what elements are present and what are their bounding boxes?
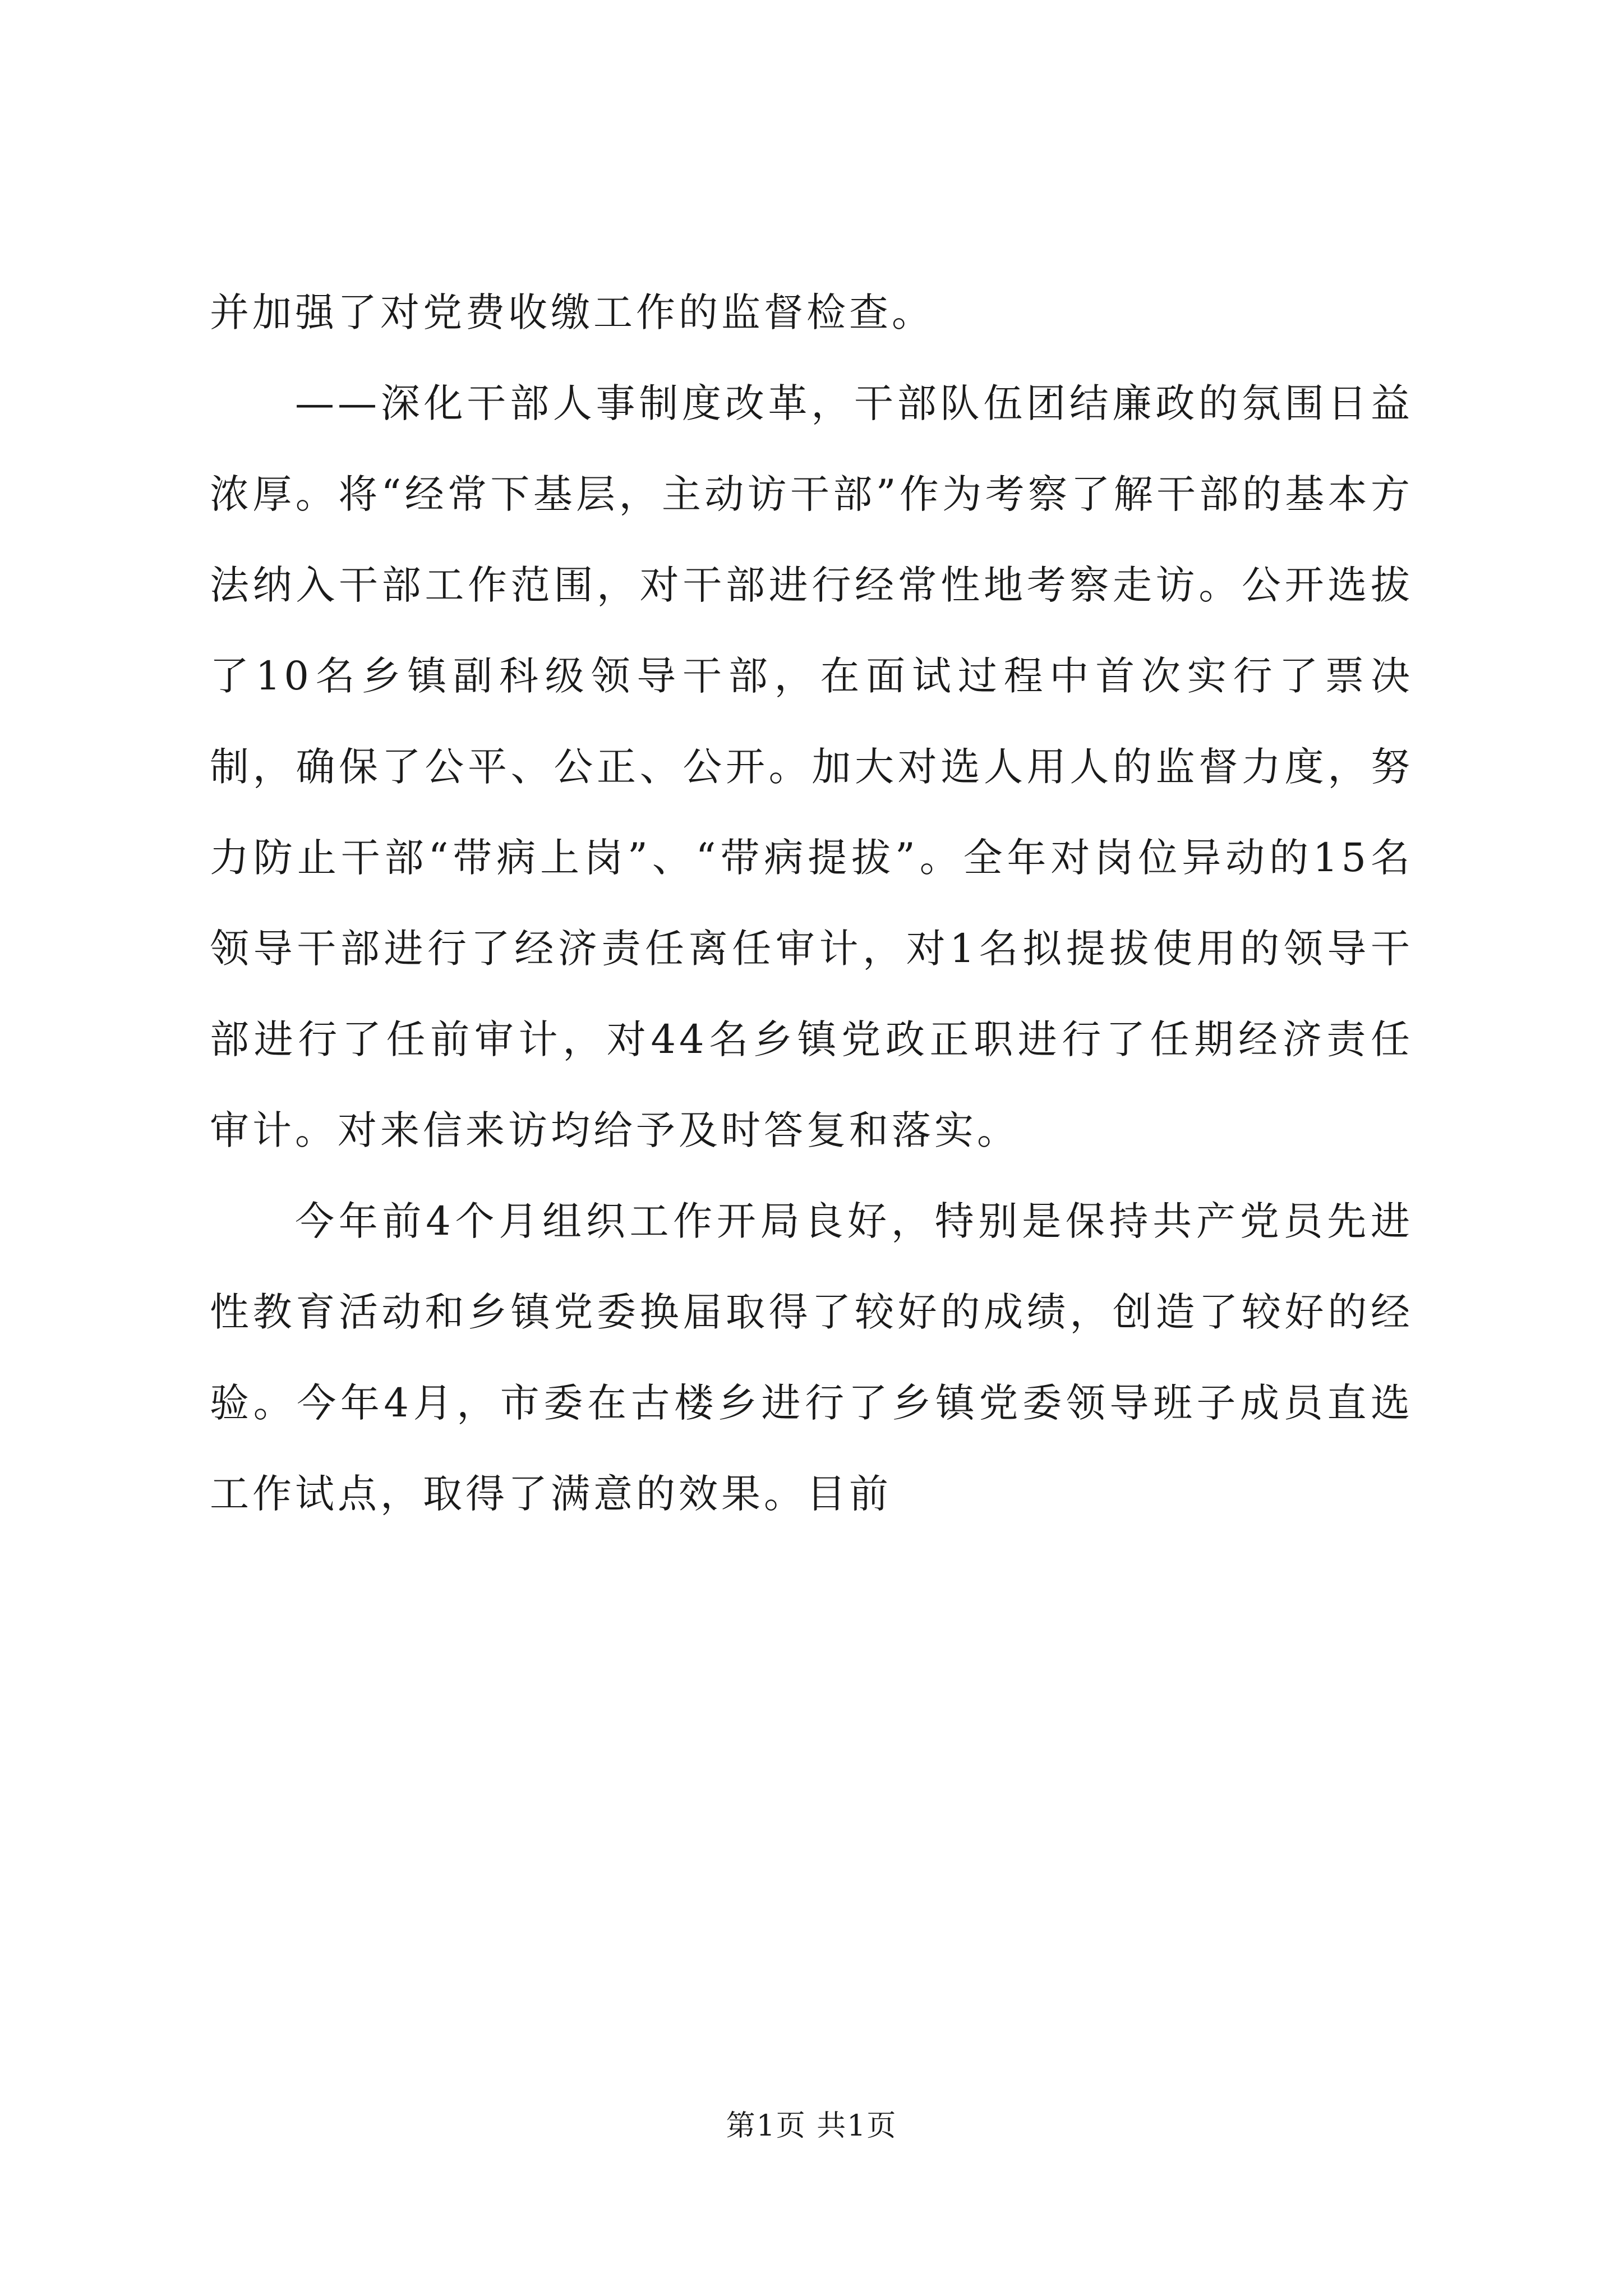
document-body — [210, 267, 1413, 1539]
paragraph-continuation: 并加强了对党费收缴工作的监督检查。 — [210, 289, 934, 335]
page-footer: 第1页 共1页 — [726, 2109, 897, 2143]
paragraph-first-four-months: 今年前4个月组织工作开局良好，特别是保持共产党员先进性教育活动和乡镇党委换届取得了较好的成绩，创造了较好的经验。今年4月，市委在古楼乡进行了乡镇党委领导班子成员直选工作试点，取得了满意的效果。目前 — [210, 1198, 1413, 1517]
paragraph-cadre-reform: ——深化干部人事制度改革，干部队伍团结廉政的氛围日益浓厚。将“经常下基层，主动访干部”作为考察了解干部的基本方法纳入干部工作范围，对干部进行经常性地考察走访。公开选拔了10名乡镇副科级领导干部，在面试过程中首次实行了票决制，确保了公平、公正、公开。加大对选人用人的监督力度，努力防止干部“带病上岗”、“带病提拔”。全年对岗位异动的15名领导干部进行了经济责任离任审计，对1名拟提拔使用的领导干部进行了任前审计，对44名乡镇党政正职进行了任期经济责任审计。对来信来访均给予及时答复和落实。 — [210, 380, 1413, 1153]
